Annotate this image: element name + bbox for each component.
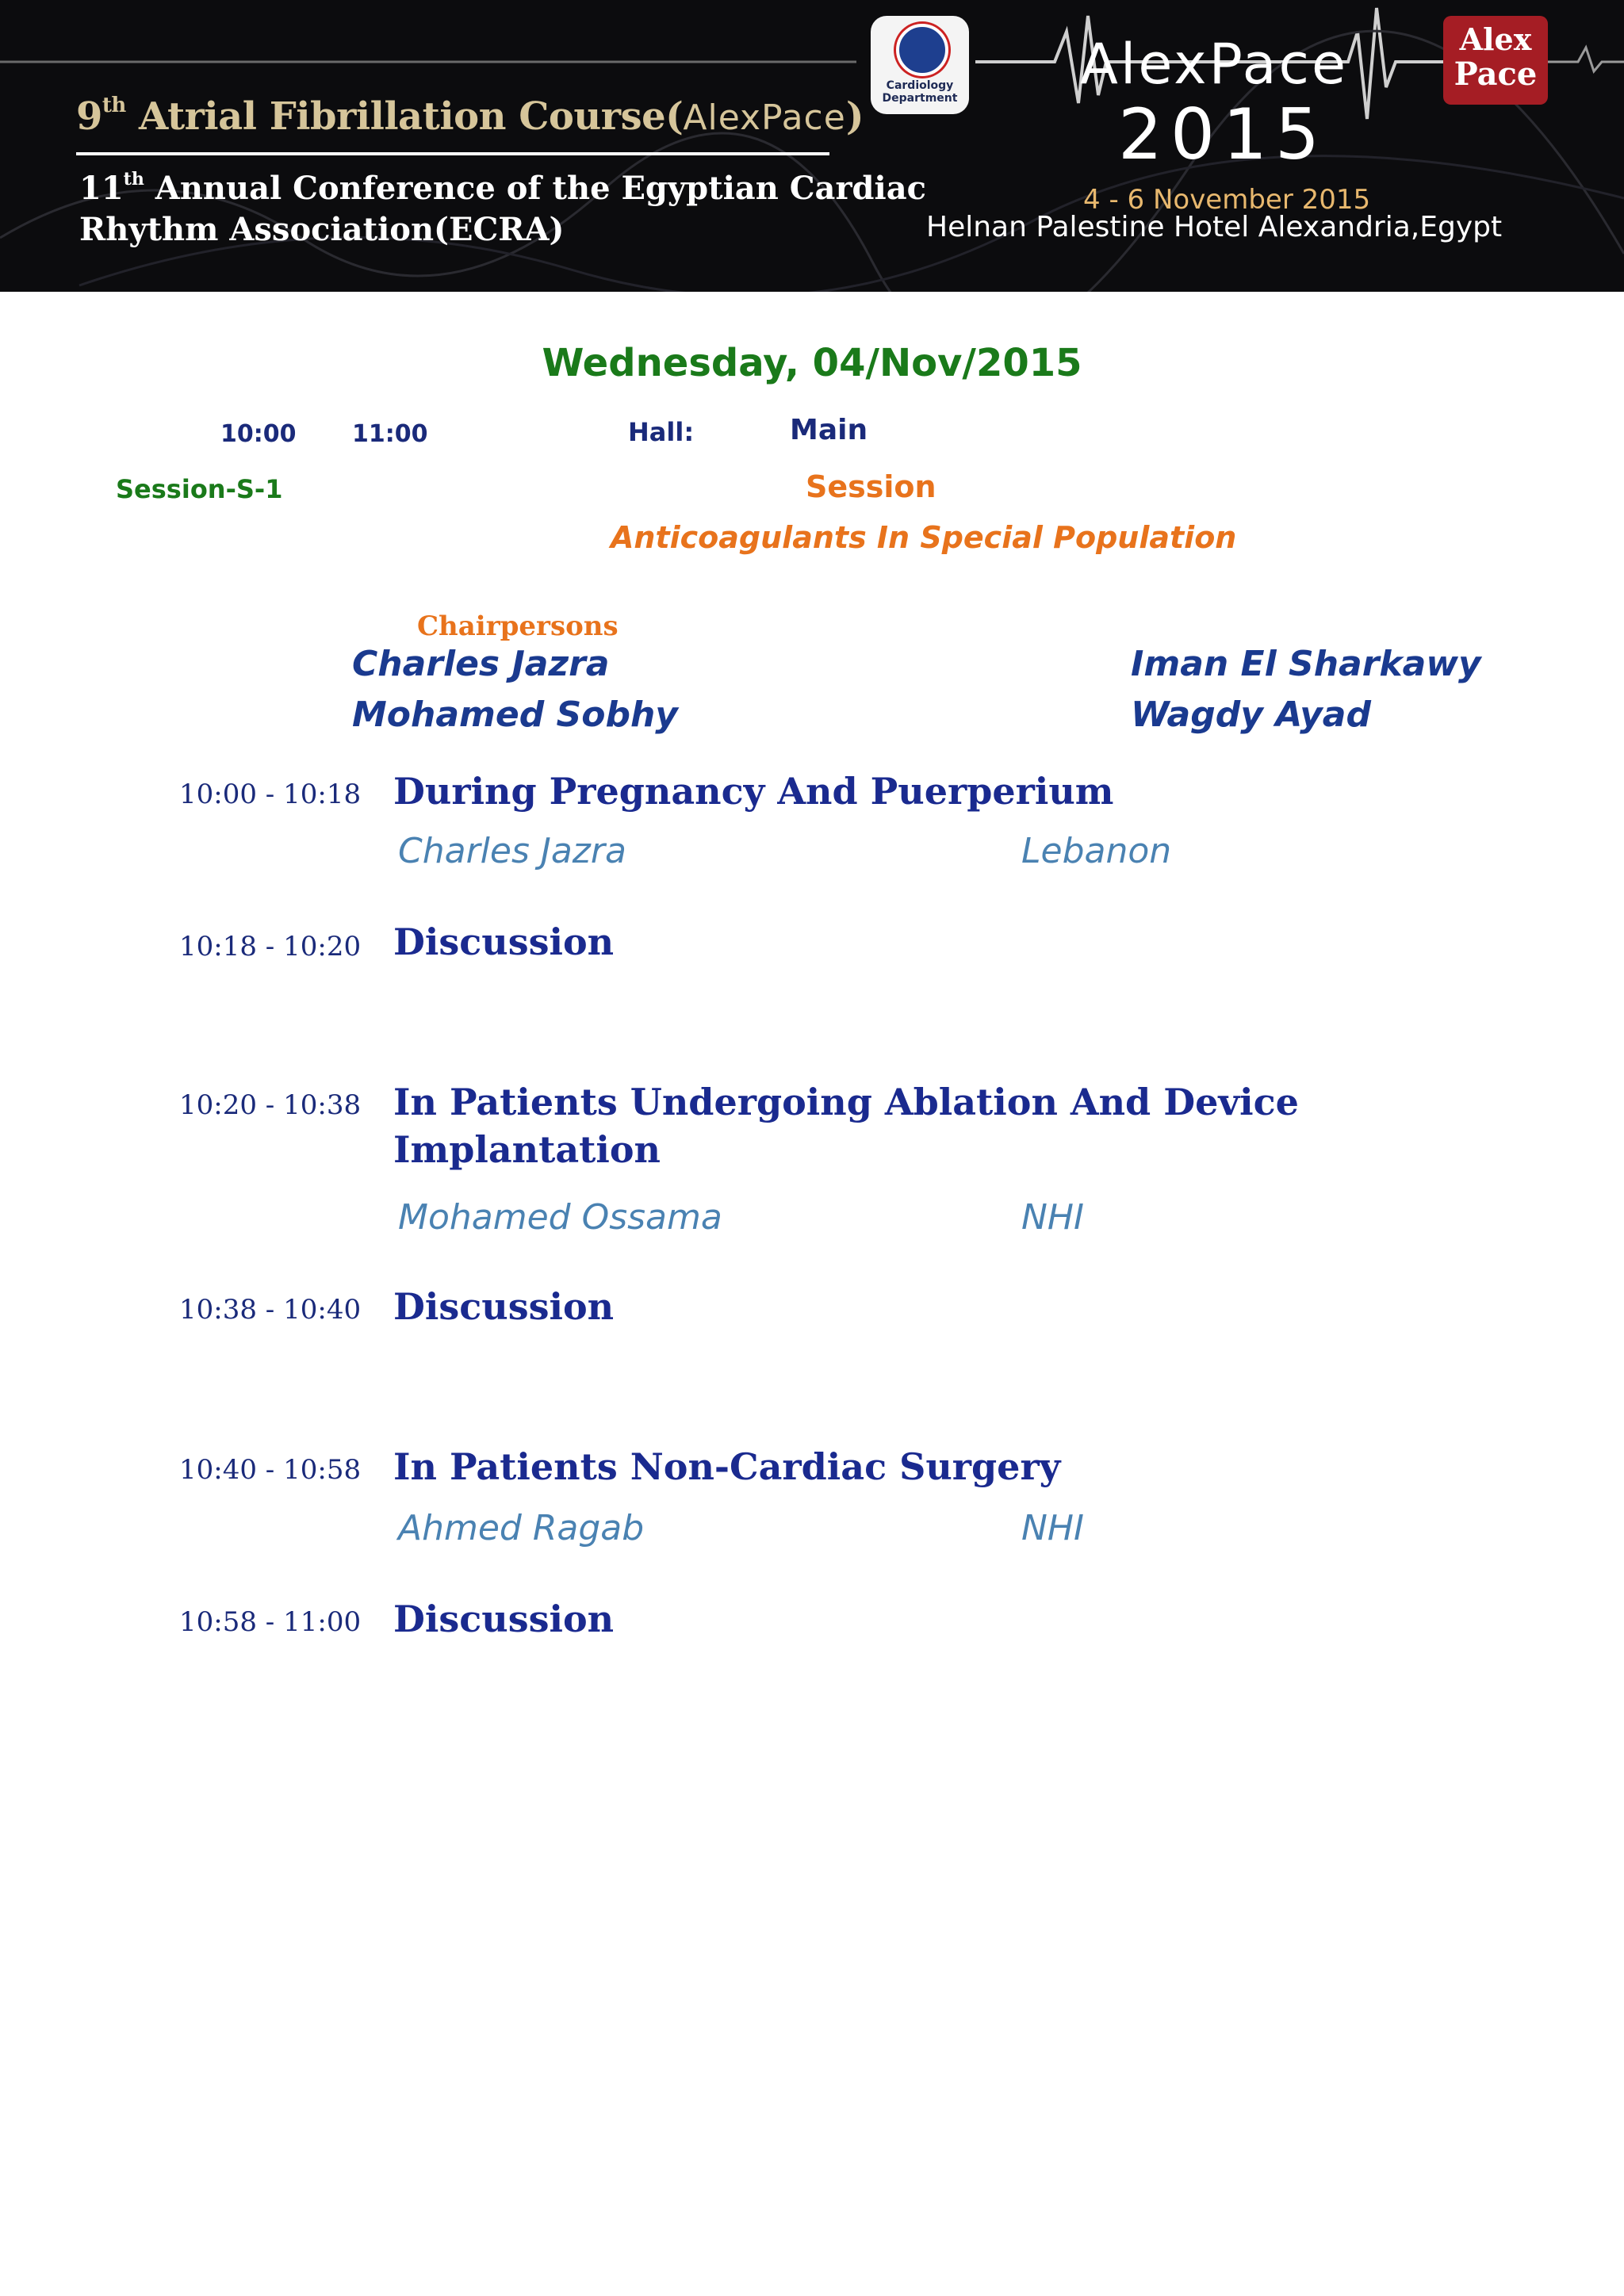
session-start: 10:00 [220, 420, 297, 448]
emblem-icon [896, 24, 948, 76]
item-title: Discussion [393, 920, 615, 963]
course-ordinal: 9 [76, 94, 102, 139]
course-title-close: ) [845, 94, 864, 139]
item-title [393, 1078, 1299, 1173]
speaker-affiliation: Lebanon [1021, 831, 1172, 871]
cardiology-department-logo [871, 16, 969, 114]
course-title-text: Atrial Fibrillation Course( [139, 94, 684, 139]
item-time: 10:20 - 10:38 [179, 1089, 362, 1121]
event-dates: 4 - 6 November 2015 [1083, 184, 1371, 216]
item-time: 10:38 - 10:40 [179, 1294, 362, 1326]
badge-label: Cardiology Department [882, 79, 958, 105]
item-end: 10:18 [283, 779, 362, 810]
speaker-affiliation: NHI [1021, 1197, 1084, 1238]
session-id: Session-S-1 [116, 474, 283, 504]
hall-label: Hall: [628, 417, 695, 447]
item-start: 10:20 [179, 1089, 257, 1121]
session-label: Session [806, 469, 936, 504]
session-title: Anticoagulants In Special Population [611, 520, 1237, 555]
conference-line1: Annual Conference of the Egyptian Cardiac [155, 170, 926, 207]
logo-line1: Alex [1459, 21, 1532, 57]
item-time: 10:18 - 10:20 [179, 931, 362, 962]
item-end: 10:40 [283, 1294, 362, 1326]
item-start: 10:18 [179, 931, 257, 962]
item-title-line1: In Patients Undergoing Ablation And Device [393, 1081, 1299, 1123]
course-ordinal-suffix: th [102, 94, 126, 117]
item-end: 11:00 [283, 1606, 362, 1638]
session-end: 11:00 [352, 420, 428, 448]
chairperson: Mohamed Sobhy [352, 695, 678, 735]
item-time: 10:00 - 10:18 [179, 779, 362, 810]
item-start: 10:00 [179, 779, 257, 810]
item-start: 10:40 [179, 1454, 257, 1486]
speaker-affiliation: NHI [1021, 1508, 1084, 1548]
item-title: Discussion [393, 1598, 615, 1640]
course-brand: AlexPace [683, 98, 846, 138]
title-divider [76, 152, 829, 155]
speaker-name: Ahmed Ragab [398, 1508, 645, 1548]
speaker-name: Charles Jazra [398, 831, 626, 871]
speaker-name: Mohamed Ossama [398, 1197, 722, 1238]
item-end: 10:58 [283, 1454, 362, 1486]
course-title [76, 94, 864, 139]
logo-line2: Pace [1454, 55, 1538, 93]
alexpace-logo [1443, 16, 1548, 105]
chairperson: Wagdy Ayad [1131, 695, 1371, 735]
item-title: In Patients Non-Cardiac Surgery [393, 1445, 1061, 1488]
conference-ordinal-suffix: th [123, 169, 144, 189]
item-title: Discussion [393, 1285, 615, 1328]
conference-line2: Rhythm Association(ECRA) [79, 211, 565, 248]
item-end: 10:38 [283, 1089, 362, 1121]
item-start: 10:58 [179, 1606, 257, 1638]
item-title-line2: Implantation [393, 1128, 661, 1171]
conference-title [79, 159, 926, 251]
day-date: Wednesday, 04/Nov/2015 [542, 341, 1082, 385]
chairperson: Iman El Sharkawy [1131, 644, 1481, 684]
item-time: 10:58 - 11:00 [179, 1606, 362, 1638]
item-title: During Pregnancy And Puerperium [393, 770, 1114, 813]
chairperson: Charles Jazra [352, 644, 610, 684]
conference-ordinal: 11 [79, 170, 124, 207]
header-banner [0, 0, 1624, 292]
item-time: 10:40 - 10:58 [179, 1454, 362, 1486]
brand-name: AlexPace [1080, 32, 1349, 97]
item-start: 10:38 [179, 1294, 257, 1326]
chairpersons-heading: Chairpersons [417, 610, 619, 642]
brand-year: 2015 [1118, 94, 1327, 175]
event-venue: Helnan Palestine Hotel Alexandria,Egypt [926, 211, 1503, 243]
hall-name: Main [790, 414, 868, 446]
item-end: 10:20 [283, 931, 362, 962]
